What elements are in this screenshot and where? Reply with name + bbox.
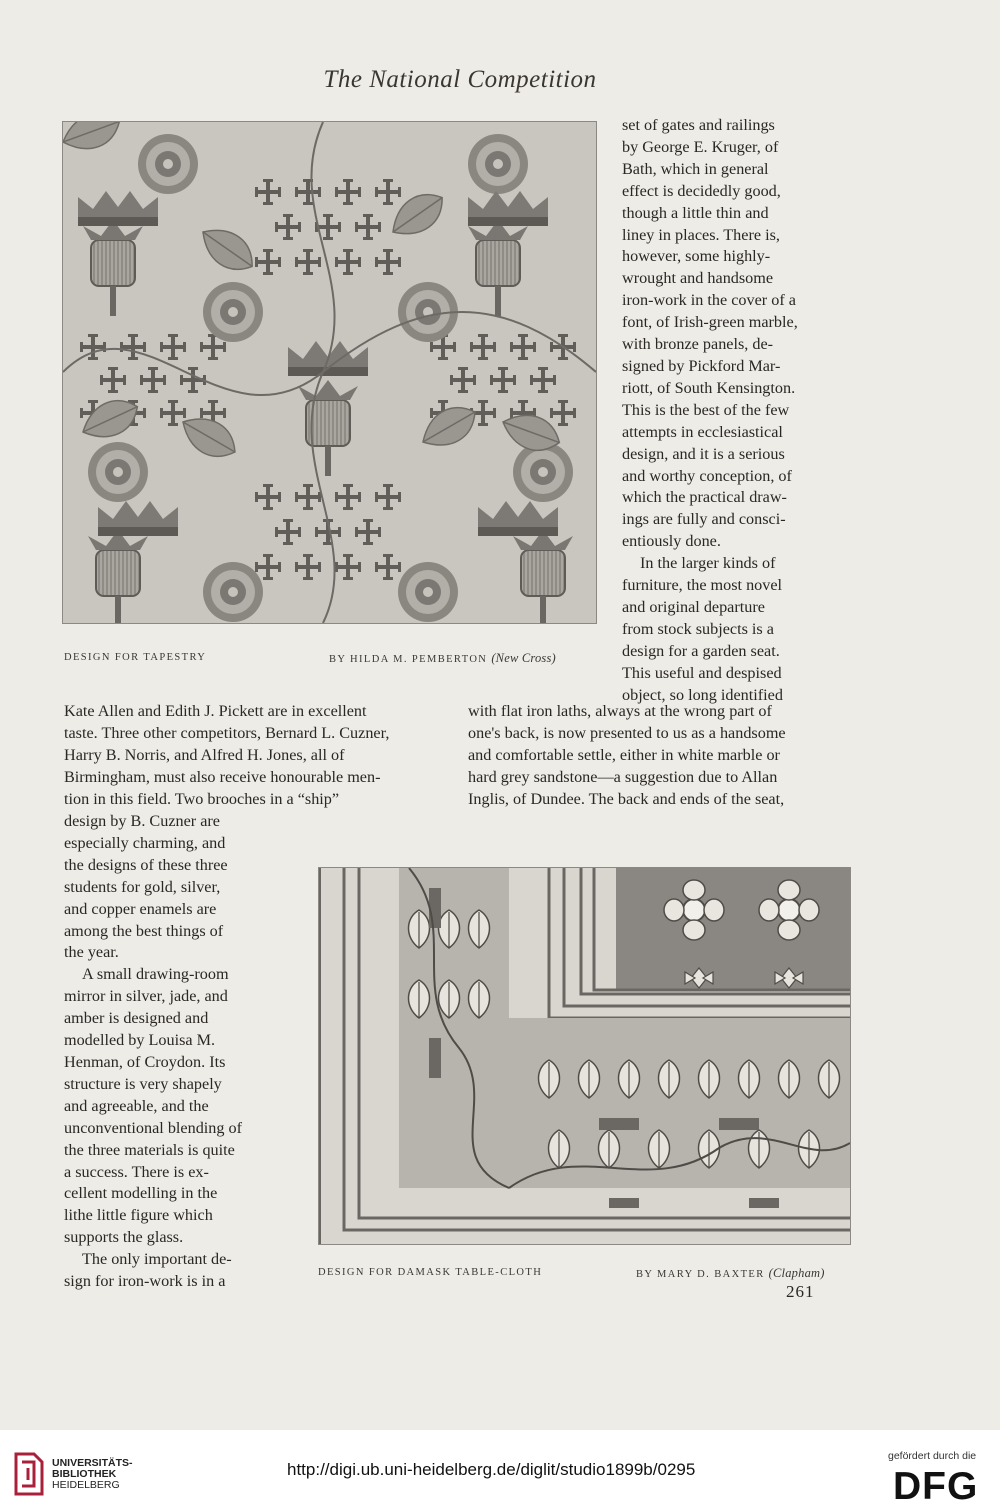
damask-credit-name: BY MARY D. BAXTER: [636, 1269, 765, 1280]
text-line: signed by Pickford Mar-: [622, 356, 781, 375]
text-line: with bronze panels, de-: [622, 335, 774, 354]
text-line: and agreeable, and the: [64, 1096, 209, 1115]
text-line: and copper enamels are: [64, 899, 217, 918]
tapestry-pattern-drawing: [63, 122, 596, 623]
text-line: amber is designed and: [64, 1009, 209, 1028]
text-line: riott, of South Kensington.: [622, 378, 796, 397]
library-name-line-3: HEIDELBERG: [52, 1479, 120, 1491]
text-line: The only important de-: [82, 1250, 232, 1269]
text-line: design for a garden seat.: [622, 641, 780, 660]
damask-caption-title: DESIGN FOR DAMASK TABLE-CLOTH: [318, 1267, 543, 1278]
left-column-lower: [64, 811, 267, 1293]
funded-by-label: gefördert durch die: [888, 1450, 977, 1462]
tapestry-caption-credit: [329, 651, 556, 666]
text-line: tion in this field. Two brooches in a “ship”: [64, 789, 340, 808]
text-line: hard grey sandstone—a suggestion due to Allan: [468, 767, 778, 786]
tapestry-caption-title: DESIGN FOR TAPESTRY: [64, 652, 207, 663]
library-logo-icon: [12, 1450, 46, 1503]
text-line: font, of Irish-green marble,: [622, 313, 798, 332]
text-line: Harry B. Norris, and Alfred H. Jones, all of: [64, 745, 345, 764]
text-line: among the best things of: [64, 921, 224, 940]
text-line: one's back, is now presented to us as a handsome: [468, 723, 786, 742]
text-line: design, and it is a serious: [622, 444, 785, 463]
library-name-line-2: BIBLIOTHEK: [52, 1468, 117, 1480]
text-line: with flat iron laths, always at the wrong part of: [468, 702, 772, 720]
text-line: unconventional blending of: [64, 1118, 243, 1137]
text-line: though a little thin and: [622, 203, 769, 222]
text-line: and original departure: [622, 597, 765, 616]
text-line: object, so long identified: [622, 685, 783, 704]
text-line: the year.: [64, 943, 119, 962]
left-column-para-2: [64, 964, 267, 1249]
text-line: In the larger kinds of: [640, 554, 776, 573]
text-line: mirror in silver, jade, and: [64, 987, 228, 1006]
damask-pattern-drawing: [319, 868, 850, 1244]
text-line: however, some highly-: [622, 247, 771, 266]
text-line: a success. There is ex-: [64, 1162, 209, 1181]
text-line: Bath, which in general: [622, 159, 769, 178]
text-line: This useful and despised: [622, 663, 782, 682]
text-line: effect is decidedly good,: [622, 181, 781, 200]
tapestry-credit-place: (New Cross): [491, 651, 556, 665]
middle-right-column: [468, 701, 851, 811]
text-line: sign for iron-work is in a: [64, 1272, 226, 1291]
text-line: taste. Three other competitors, Bernard L. Cuzner,: [64, 723, 390, 742]
text-line: which the practical draw-: [622, 488, 787, 507]
left-column-para-3: [64, 1249, 267, 1293]
dfg-logo: DFG: [893, 1465, 979, 1508]
left-column-para-1: [64, 811, 267, 964]
text-line: lithe little figure which: [64, 1206, 213, 1225]
page-number: 261: [786, 1282, 815, 1301]
text-line: and worthy conception, of: [622, 466, 792, 485]
text-line: entiously done.: [622, 532, 721, 551]
text-line: especially charming, and: [64, 833, 226, 852]
text-line: liney in places. There is,: [622, 225, 780, 244]
tapestry-credit-name: BY HILDA M. PEMBERTON: [329, 654, 488, 665]
text-line: Henman, of Croydon. Its: [64, 1052, 226, 1071]
text-line: the designs of these three: [64, 855, 228, 874]
text-line: structure is very shapely: [64, 1074, 222, 1093]
text-line: by George E. Kruger, of: [622, 137, 779, 156]
text-line: wrought and handsome: [622, 269, 774, 288]
text-line: Birmingham, must also receive honourable men-: [64, 767, 381, 786]
text-line: the three materials is quite: [64, 1140, 235, 1159]
running-title: The National Competition: [323, 66, 597, 93]
text-line: This is the best of the few: [622, 400, 790, 419]
text-line: A small drawing-room: [82, 965, 229, 984]
text-line: from stock subjects is a: [622, 619, 774, 638]
text-line: set of gates and railings: [622, 116, 775, 134]
text-line: furniture, the most novel: [622, 576, 783, 595]
text-line: supports the glass.: [64, 1228, 184, 1247]
right-column-top: [622, 115, 850, 706]
text-line: cellent modelling in the: [64, 1184, 218, 1203]
damask-credit-place: (Clapham): [768, 1266, 825, 1280]
tapestry-design-image: [62, 121, 597, 624]
text-line: Kate Allen and Edith J. Pickett are in excellent: [64, 702, 367, 720]
damask-caption-credit: [636, 1266, 825, 1281]
text-line: modelled by Louisa M.: [64, 1031, 216, 1050]
right-column-para-1: [622, 115, 850, 553]
text-line: attempts in ecclesiastical: [622, 422, 783, 441]
text-line: iron-work in the cover of a: [622, 291, 796, 310]
text-line: design by B. Cuzner are: [64, 812, 220, 830]
digital-library-footer: [0, 1430, 1000, 1512]
damask-tablecloth-image: [318, 867, 851, 1245]
digital-object-url[interactable]: http://digi.ub.uni-heidelberg.de/diglit/studio1899b/0295: [287, 1460, 696, 1479]
text-line: and comfortable settle, either in white marble or: [468, 745, 780, 764]
right-column-para-2: [622, 553, 850, 706]
middle-left-column: [64, 701, 446, 811]
library-name: [52, 1458, 133, 1491]
library-name-line-1: UNIVERSITÄTS-: [52, 1457, 133, 1469]
text-line: students for gold, silver,: [64, 877, 221, 896]
text-line: ings are fully and consci-: [622, 510, 786, 529]
text-line: Inglis, of Dundee. The back and ends of the seat,: [468, 789, 785, 808]
